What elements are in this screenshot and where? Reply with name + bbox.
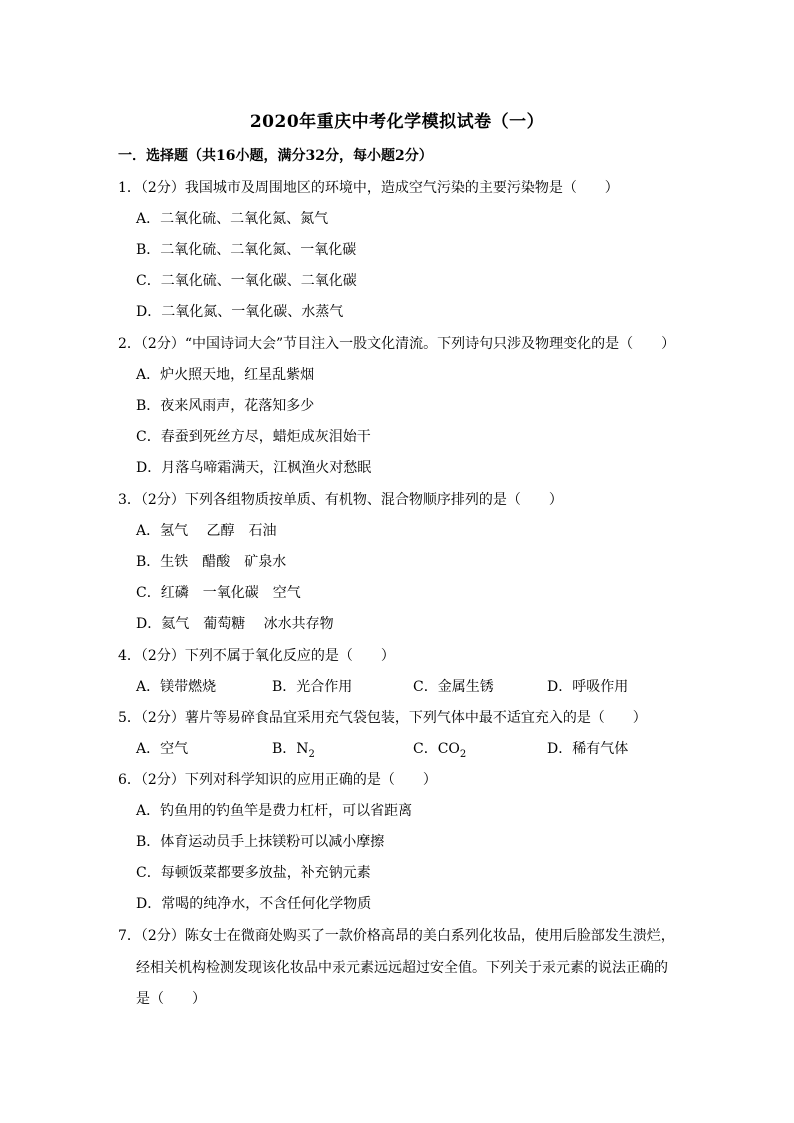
question-3-option-c: C．红磷 一氧化碳 空气 [136, 585, 301, 601]
question-5-option-d: D．稀有气体 [547, 741, 629, 757]
question-5-option-b-text: B．N [272, 741, 309, 757]
question-1-stem: 1．（2分）我国城市及周围地区的环境中，造成空气污染的主要污染物是（ ） [118, 180, 619, 196]
question-6-option-b: B．体育运动员手上抹镁粉可以减小摩擦 [136, 834, 385, 850]
question-7-stem-line-2: 经相关机构检测发现该化妆品中汞元素远远超过安全值。下列关于汞元素的说法正确的 [136, 960, 668, 976]
question-5-option-c-subscript: 2 [459, 748, 467, 760]
question-5-option-b [272, 738, 315, 758]
question-2-option-c: C．春蚕到死丝方尽，蜡炬成灰泪始干 [136, 429, 371, 445]
question-3-option-a: A．氢气 乙醇 石油 [136, 523, 277, 539]
question-3-option-d: D．氦气 葡萄糖 冰水共存物 [136, 616, 334, 632]
question-1-option-c: C．二氧化硫、一氧化碳、二氧化碳 [136, 273, 357, 289]
question-6-stem: 6．（2分）下列对科学知识的应用正确的是（ ） [118, 772, 437, 788]
question-2-option-d: D．月落乌啼霜满天，江枫渔火对愁眠 [136, 460, 372, 476]
question-6-option-a: A．钓鱼用的钓鱼竿是费力杠杆，可以省距离 [136, 803, 413, 819]
question-4-stem: 4．（2分）下列不属于氧化反应的是（ ） [118, 648, 395, 664]
question-2-option-b: B．夜来风雨声，花落知多少 [136, 398, 315, 414]
page-title: 2020年重庆中考化学模拟试卷（一） [249, 112, 545, 132]
question-3-option-b: B．生铁 醋酸 矿泉水 [136, 554, 287, 570]
question-4-option-c: C．金属生锈 [413, 679, 494, 695]
question-6-option-c: C．每顿饭菜都要多放盐，补充钠元素 [136, 865, 371, 881]
question-3-stem: 3．（2分）下列各组物质按单质、有机物、混合物顺序排列的是（ ） [118, 492, 563, 508]
question-1-option-d: D．二氧化氮、一氧化碳、水蒸气 [136, 304, 344, 320]
question-5-option-c [413, 738, 466, 758]
question-5-option-c-text: C．CO [413, 741, 460, 757]
question-5-option-b-subscript: 2 [308, 748, 315, 760]
question-4-option-a: A．镁带燃烧 [136, 679, 217, 695]
question-4-option-d: D．呼吸作用 [547, 679, 629, 695]
section-heading: 一．选择题（共16小题，满分32分，每小题2分） [118, 148, 433, 164]
question-5-option-a: A．空气 [136, 741, 189, 757]
question-4-option-b: B．光合作用 [272, 679, 353, 695]
question-7-stem-line-3: 是（ ） [136, 991, 206, 1007]
question-2-stem: 2．（2分）“中国诗词大会”节目注入一股文化清流。下列诗句只涉及物理变化的是（ ） [118, 336, 676, 352]
question-7-stem-line-1: 7．（2分）陈女士在微商处购买了一款价格高昂的美白系列化妆品，使用后脸部发生溃烂， [118, 928, 675, 944]
question-2-option-a: A．炉火照天地，红星乱紫烟 [136, 367, 315, 383]
question-1-option-a: A．二氧化硫、二氧化氮、氮气 [136, 211, 329, 227]
question-1-option-b: B．二氧化硫、二氧化氮、一氧化碳 [136, 242, 357, 258]
question-5-stem: 5．（2分）薯片等易碎食品宜采用充气袋包装，下列气体中最不适宜充入的是（ ） [118, 710, 647, 726]
question-6-option-d: D．常喝的纯净水，不含任何化学物质 [136, 896, 372, 912]
